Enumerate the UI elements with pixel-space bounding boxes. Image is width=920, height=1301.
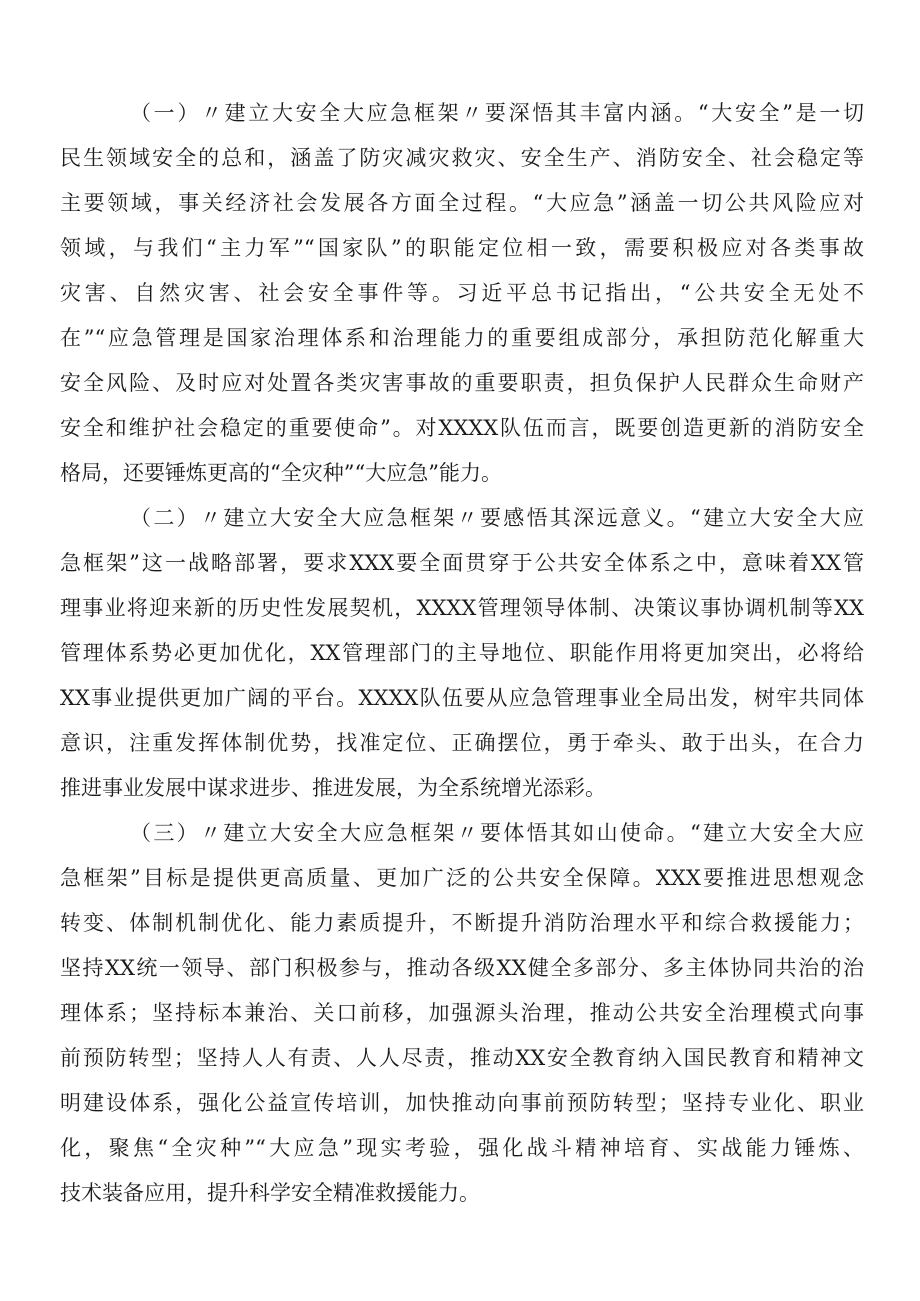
- paragraph-2-line-1: （二）〃建立大安全大应急框架〃要感悟其深远意义。“建立大安全大应: [130, 506, 864, 530]
- paragraph-3-line-6: 前预防转型；坚持人人有责、人人尽责，推动XX安全教育纳入国民教育和精神文: [60, 1046, 864, 1070]
- paragraph-3-line-7: 明建设体系，强化公益宣传培训，加快推动向事前预防转型；坚持专业化、职业: [60, 1091, 864, 1115]
- paragraph-3-line-3: 转变、体制机制优化、能力素质提升，不断提升消防治理水平和综合救援能力；: [60, 911, 864, 935]
- paragraph-1-line-1: （一）〃建立大安全大应急框架〃要深悟其丰富内涵。“大安全”是一切: [130, 101, 864, 125]
- paragraph-1-line-7: 安全风险、及时应对处置各类灾害事故的重要职责，担负保护人民群众生命财产: [60, 371, 864, 395]
- paragraph-2-line-2: 急框架”这一战略部署，要求XXX要全面贯穿于公共安全体系之中，意味着XX管: [60, 551, 864, 575]
- paragraph-1-line-3: 主要领域，事关经济社会发展各方面全过程。“大应急”涵盖一切公共风险应对: [60, 191, 864, 215]
- paragraph-3-line-5: 理体系；坚持标本兼治、关口前移，加强源头治理，推动公共安全治理模式向事: [60, 1001, 864, 1025]
- paragraph-2-line-6: 意识，注重发挥体制优势，找准定位、正确摆位，勇于牵头、敢于出头，在合力: [60, 731, 864, 755]
- paragraph-3-line-2: 急框架”目标是提供更高质量、更加广泛的公共安全保障。XXX要推进思想观念: [60, 866, 864, 890]
- paragraph-1-line-8: 安全和维护社会稳定的重要使命”。对XXXX队伍而言，既要创造更新的消防安全: [60, 416, 864, 440]
- paragraph-3-line-8: 化，聚焦“全灾种”“大应急”现实考验，强化战斗精神培育、实战能力锤炼、: [60, 1136, 864, 1160]
- paragraph-2-line-4: 管理体系势必更加优化，XX管理部门的主导地位、职能作用将更加突出，必将给: [60, 641, 864, 665]
- paragraph-2-line-7: 推进事业发展中谋求进步、推进发展，为全系统增光添彩。: [60, 776, 606, 800]
- paragraph-1-line-5: 灾害、自然灾害、社会安全事件等。习近平总书记指出，“公共安全无处不: [60, 281, 864, 305]
- paragraph-3-line-9: 技术装备应用，提升科学安全精准救援能力。: [60, 1181, 480, 1205]
- paragraph-1-line-6: 在”“应急管理是国家治理体系和治理能力的重要组成部分，承担防范化解重大: [60, 326, 864, 350]
- paragraph-3-line-1: （三）〃建立大安全大应急框架〃要体悟其如山使命。“建立大安全大应: [130, 821, 864, 845]
- paragraph-1-line-4: 领域，与我们“主力军”“国家队”的职能定位相一致，需要积极应对各类事故: [60, 236, 864, 260]
- paragraph-1-line-9: 格局，还要锤炼更高的“全灾种”“大应急”能力。: [60, 461, 502, 485]
- paragraph-2-line-5: XX事业提供更加广阔的平台。XXXX队伍要从应急管理事业全局出发，树牢共同体: [60, 686, 864, 710]
- paragraph-2-line-3: 理事业将迎来新的历史性发展契机，XXXX管理领导体制、决策议事协调机制等XX: [60, 596, 864, 620]
- paragraph-3-line-4: 坚持XX统一领导、部门积极参与，推动各级XX健全多部分、多主体协同共治的治: [60, 956, 864, 980]
- paragraph-1-line-2: 民生领域安全的总和，涵盖了防灾减灾救灾、安全生产、消防安全、社会稳定等: [60, 146, 864, 170]
